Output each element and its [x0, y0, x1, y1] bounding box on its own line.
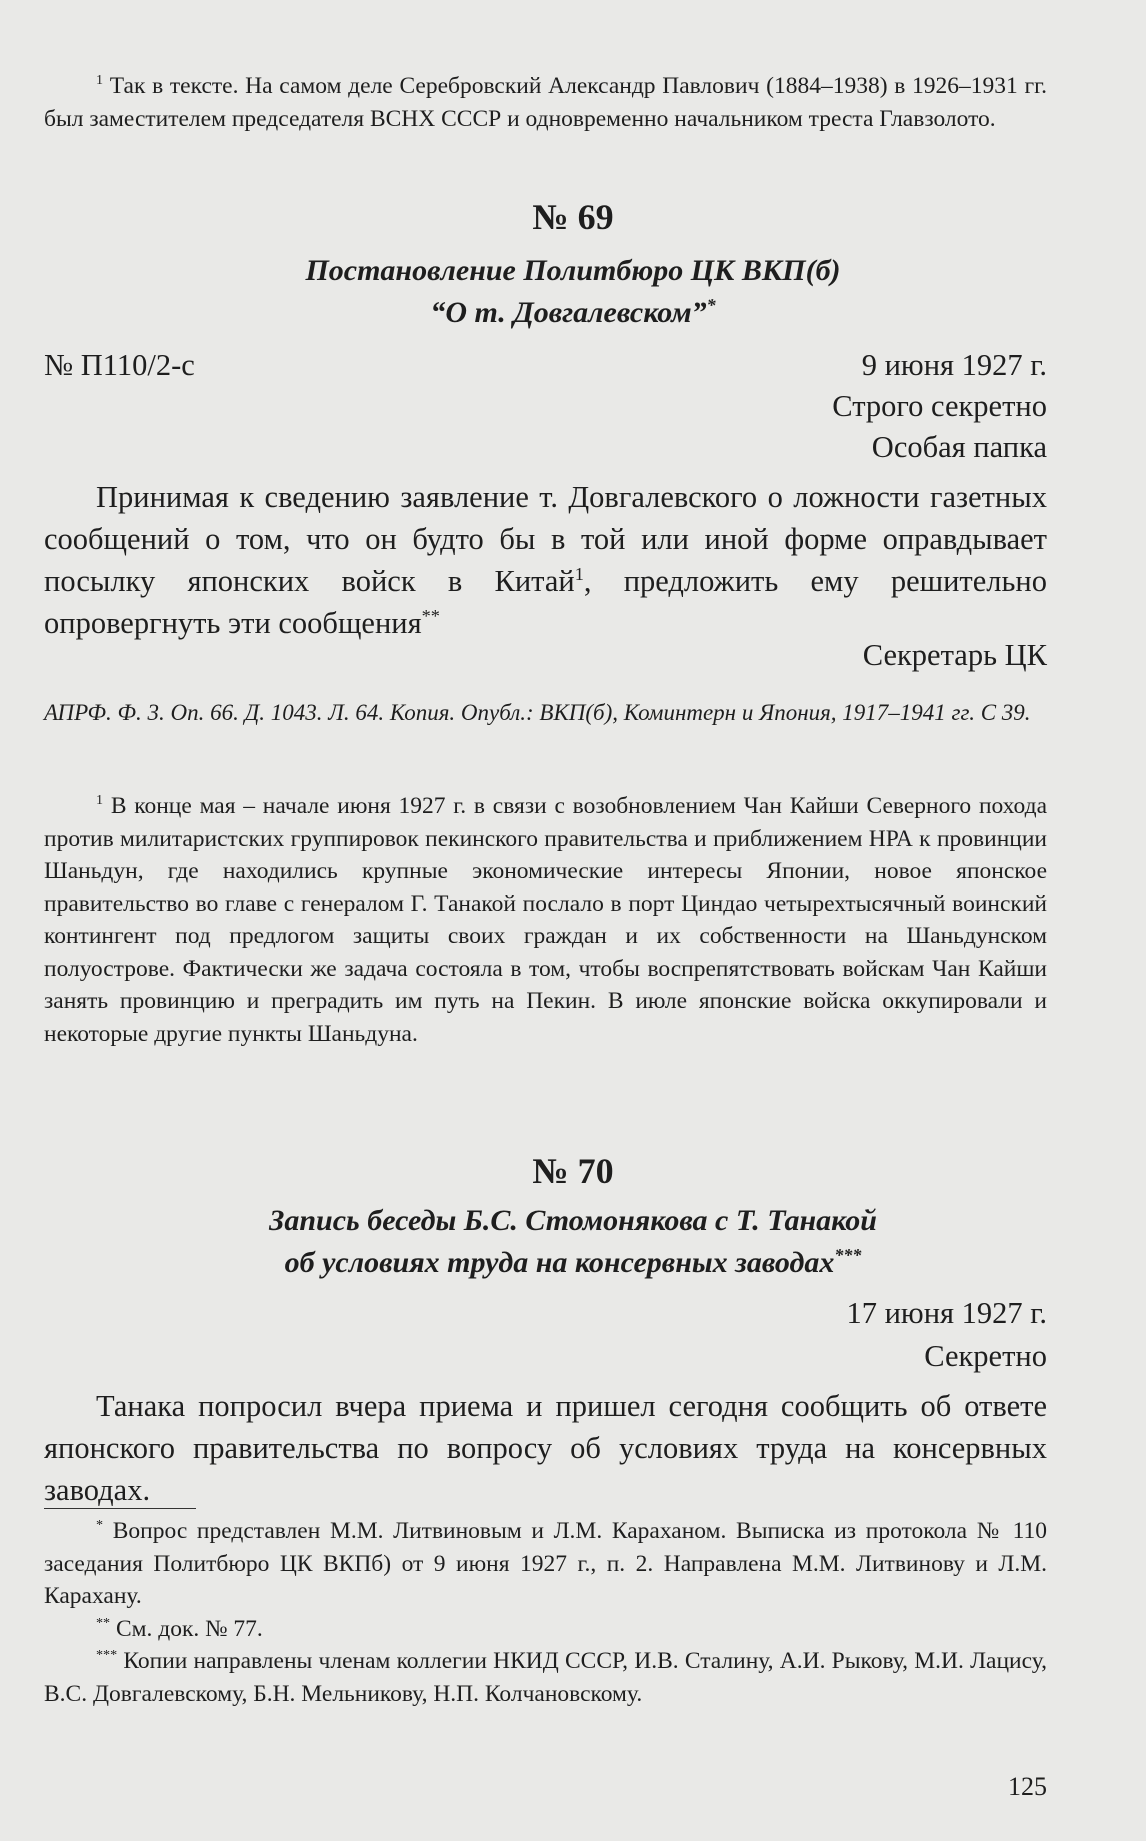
doc-69-title — [0, 250, 1146, 334]
doc-70-body: Танака попросил вчера приема и пришел сегодня сообщить об ответе японского правительства по вопросу об условиях труда на консервных заводах. — [44, 1389, 1047, 1507]
doc-69-folder: Особая папка — [871, 430, 1047, 464]
note-ref: ** — [421, 605, 440, 626]
doc-69-source: АПРФ. Ф. 3. Оп. 66. Д. 1043. Л. 64. Копия. Опубл.: ВКП(б), Коминтерн и Япония, 1917–1941 гг. С 39. — [44, 700, 1031, 725]
doc-69-classification: Строго секретно — [832, 389, 1047, 423]
doc-70-title-line1: Запись беседы Б.С. Стомонякова с Т. Танакой — [269, 1204, 877, 1237]
footnote-text: Так в тексте. На самом деле Серебровский Александр Павлович (1884–1938) в 1926–1931 гг. был заместителем председателя ВСНХ СССР и одновременно начальником треста Главзолото. — [44, 73, 1048, 132]
doc-70-title-line2: об условиях труда на консервных заводах*** — [284, 1245, 862, 1279]
doc-69-date: 9 июня 1927 г. — [861, 348, 1047, 382]
doc-70-number: № 70 — [532, 1151, 614, 1191]
doc-70-classification: Секретно — [924, 1339, 1047, 1373]
top-footnote — [44, 70, 1047, 135]
note-ref: 1 — [574, 563, 584, 584]
doc-69-signature: Секретарь ЦК — [862, 638, 1047, 672]
footnote-1: * Вопрос представлен М.М. Литвиновым и Л.М. Караханом. Выписка из протокола № 110 заседания Политбюро ЦК ВКПб) от 9 июня 1927 г., п. 2. Направлена М.М. Литвинову и Л.М. Карахану. — [44, 1517, 1048, 1609]
doc-70-title — [0, 1200, 1146, 1284]
footnote-mark: 1 — [96, 72, 104, 89]
doc-69-number: № 69 — [532, 197, 614, 237]
doc-69-note: $^1$ В конце мая – начале июня 1927 г. в связи с возобновлением Чан Кайши Северного похода против милитаристских группировок пекинского правительства и приближением НРА к провинции Шаньдун, где находились крупные экономические интересы Японии, новое японское правительство во главе с генералом Г. Танакой послало в порт Циндао четырехтысячный воинский контингент под предлогом защиты своих граждан и их собственности на Шаньдунском полуострове. Фактически же задача состояла в том, чтобы воспрепятствовать войскам Чан Кайши занять провинцию и преградить им путь на Пекин. В июле японские войска оккупировали и некоторые другие пункты Шаньдуна. — [44, 792, 1047, 1047]
footnotes — [44, 1515, 1047, 1710]
footnote-3: *** Копии направлены членам коллегии НКИД СССР, И.В. Сталину, А.И. Рыкову, М.И. Лацису, В.С. Довгалевскому, Б.Н. Мельникову, Н.П. Колчановскому. — [44, 1647, 1048, 1707]
doc-69-title-line2: “О т. Довгалевском”* — [430, 295, 716, 329]
doc-70-date: 17 июня 1927 г. — [846, 1296, 1047, 1330]
footnote-divider — [44, 1508, 196, 1509]
page-number: 125 — [1008, 1772, 1047, 1801]
doc-69-title-line1: Постановление Политбюро ЦК ВКП(б) — [305, 254, 841, 287]
doc-69-body: Принимая к сведению заявление т. Довгалевского о ложности газетных сообщений о том, что он будто бы в той или иной форме оправдывает посылку японских войск в Китай$^1$, предложить ему решительно опровергнуть эти сообщения** — [44, 480, 1047, 640]
footnote-2: ** См. док. № 77. — [96, 1614, 263, 1642]
doc-69-ref: № П110/2-с — [44, 348, 195, 382]
